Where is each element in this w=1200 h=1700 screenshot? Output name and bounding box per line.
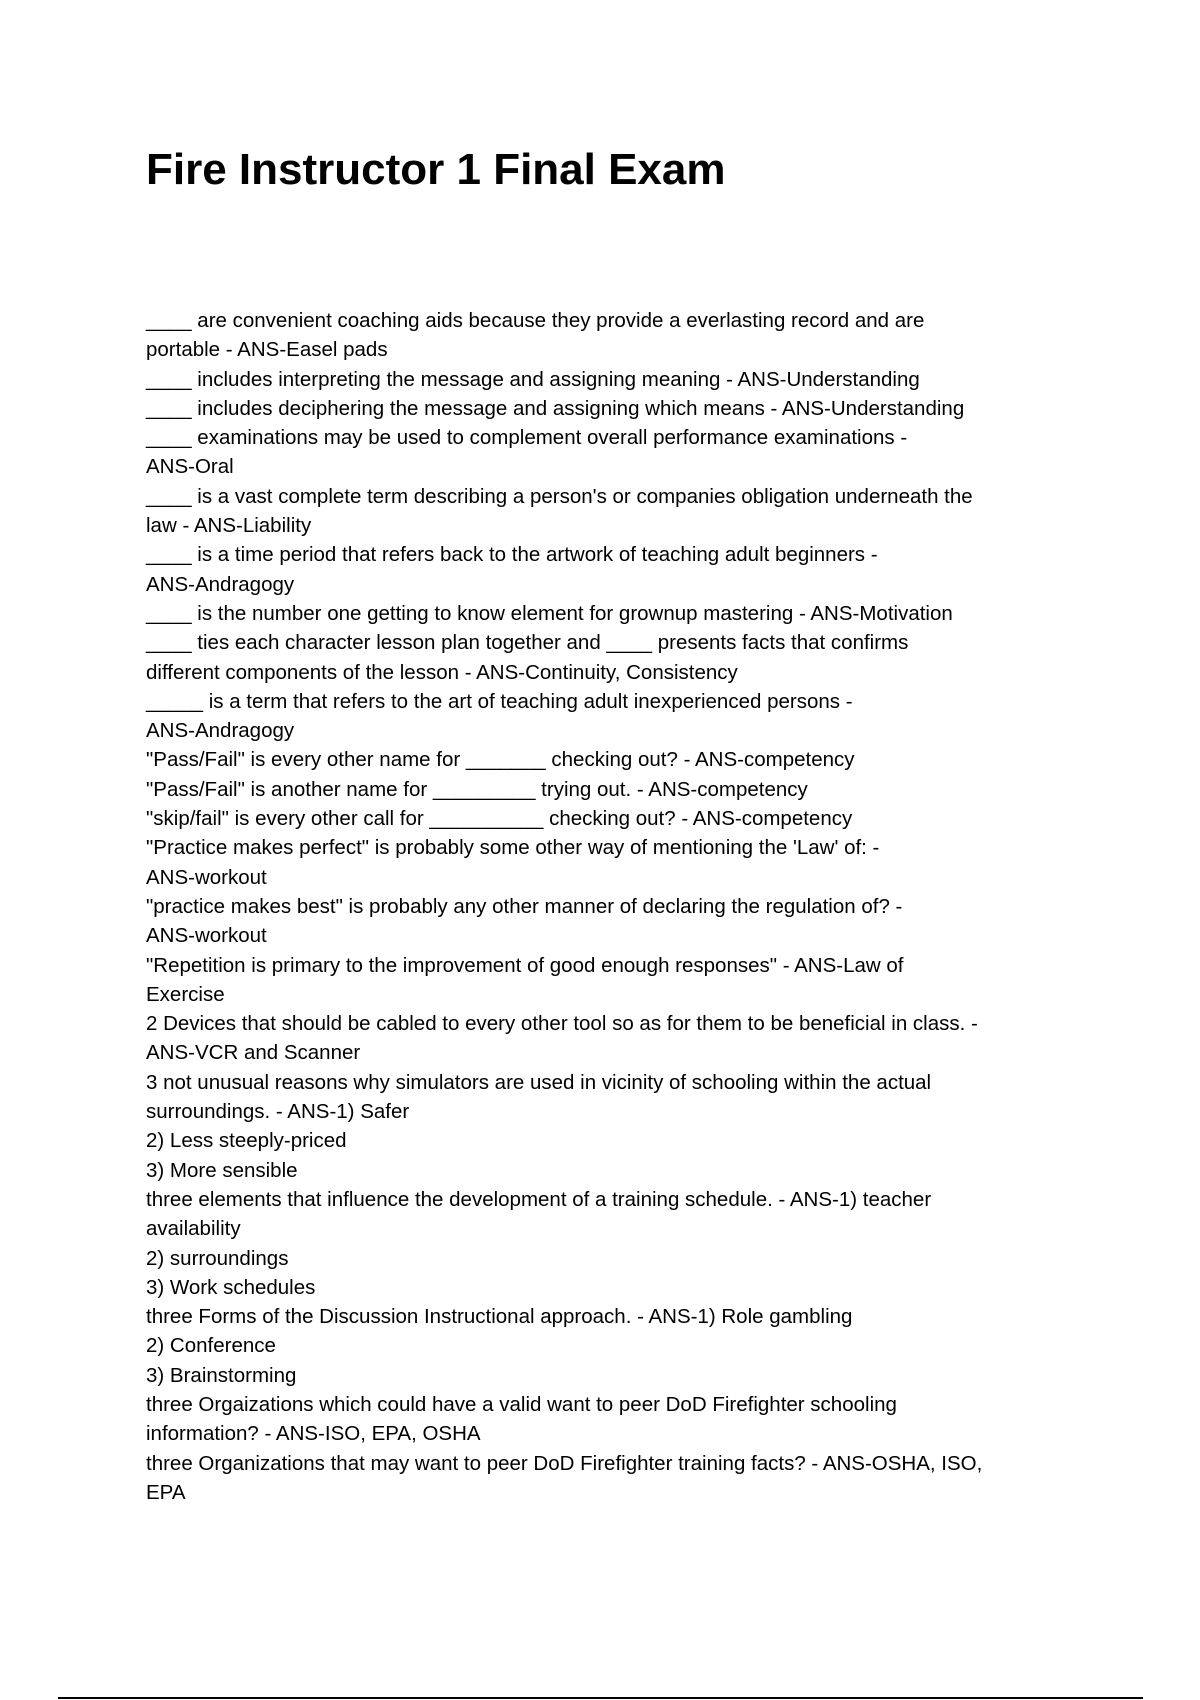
text-line: 3) More sensible xyxy=(146,1158,298,1182)
text-line: ____ are convenient coaching aids because they provide a everlasting record and are xyxy=(146,309,925,332)
page-title: Fire Instructor 1 Final Exam xyxy=(146,145,726,194)
text-line: different components of the lesson - ANS-Continuity, Consistency xyxy=(146,660,738,684)
text-line: _____ is a term that refers to the art of teaching adult inexperienced persons - xyxy=(146,689,853,713)
text-line: ANS-workout xyxy=(146,924,267,948)
text-line: "Pass/Fail" is every other name for _______ checking out? - ANS-competency xyxy=(146,748,855,772)
text-line: availability xyxy=(146,1217,241,1241)
text-line: ____ is the number one getting to know element for grownup mastering - ANS-Motivation xyxy=(146,601,953,625)
text-line: "Practice makes perfect" is probably some other way of mentioning the 'Law' of: - xyxy=(146,836,880,860)
text-line: ____ examinations may be used to complement overall performance examinations - xyxy=(146,426,908,450)
text-line: ____ is a time period that refers back to the artwork of teaching adult beginners - xyxy=(146,543,878,567)
text-line: "skip/fail" is every other call for __________ checking out? - ANS-competency xyxy=(146,807,853,831)
text-line: 2) Less steeply-priced xyxy=(146,1129,347,1153)
text-line: 2) Conference xyxy=(146,1334,276,1358)
text-line: portable - ANS-Easel pads xyxy=(146,338,388,362)
text-line: ANS-Oral xyxy=(146,455,234,479)
text-line: ANS-Andragogy xyxy=(146,572,295,596)
text-line: three elements that influence the development of a training schedule. - ANS-1) teacher xyxy=(146,1187,932,1211)
text-line: ANS-workout xyxy=(146,865,267,889)
text-line: EPA xyxy=(146,1480,186,1504)
text-line: 3 not unusual reasons why simulators are used in vicinity of schooling within the actual xyxy=(146,1070,932,1094)
text-line: "Pass/Fail" is another name for _________ trying out. - ANS-competency xyxy=(146,777,808,801)
footer-divider xyxy=(58,1697,1143,1699)
text-line: "Repetition is primary to the improvement of good enough responses" - ANS-Law of xyxy=(146,953,904,977)
text-line: ____ includes interpreting the message and assigning meaning - ANS-Understanding xyxy=(146,367,920,391)
text-line: three Forms of the Discussion Instructional approach. - ANS-1) Role gambling xyxy=(146,1305,853,1329)
text-line: law - ANS-Liability xyxy=(146,514,312,538)
text-line: 3) Work schedules xyxy=(146,1275,316,1299)
text-line: "practice makes best" is probably any other manner of declaring the regulation of? - xyxy=(146,894,903,918)
text-line: ____ includes deciphering the message and assigning which means - ANS-Understanding xyxy=(146,396,965,420)
text-line: Exercise xyxy=(146,982,225,1006)
text-line: surroundings. - ANS-1) Safer xyxy=(146,1100,410,1124)
text-line: information? - ANS-ISO, EPA, OSHA xyxy=(146,1422,481,1446)
text-line: ANS-Andragogy xyxy=(146,719,295,743)
text-line: 2) surroundings xyxy=(146,1246,289,1270)
text-line: three Organizations that may want to peer DoD Firefighter training facts? - ANS-OSHA, ISO, xyxy=(146,1451,983,1475)
text-line: 3) Brainstorming xyxy=(146,1363,297,1387)
text-line: ____ is a vast complete term describing a person's or companies obligation underneath the xyxy=(146,484,973,508)
text-line: ANS-VCR and Scanner xyxy=(146,1041,361,1065)
text-line: ____ ties each character lesson plan together and ____ presents facts that confirms xyxy=(146,631,909,655)
question-answer-list xyxy=(146,306,1066,1507)
text-line: 2 Devices that should be cabled to every other tool so as for them to be beneficial in class. - xyxy=(146,1012,978,1036)
text-line: three Orgaizations which could have a valid want to peer DoD Firefighter schooling xyxy=(146,1392,897,1416)
